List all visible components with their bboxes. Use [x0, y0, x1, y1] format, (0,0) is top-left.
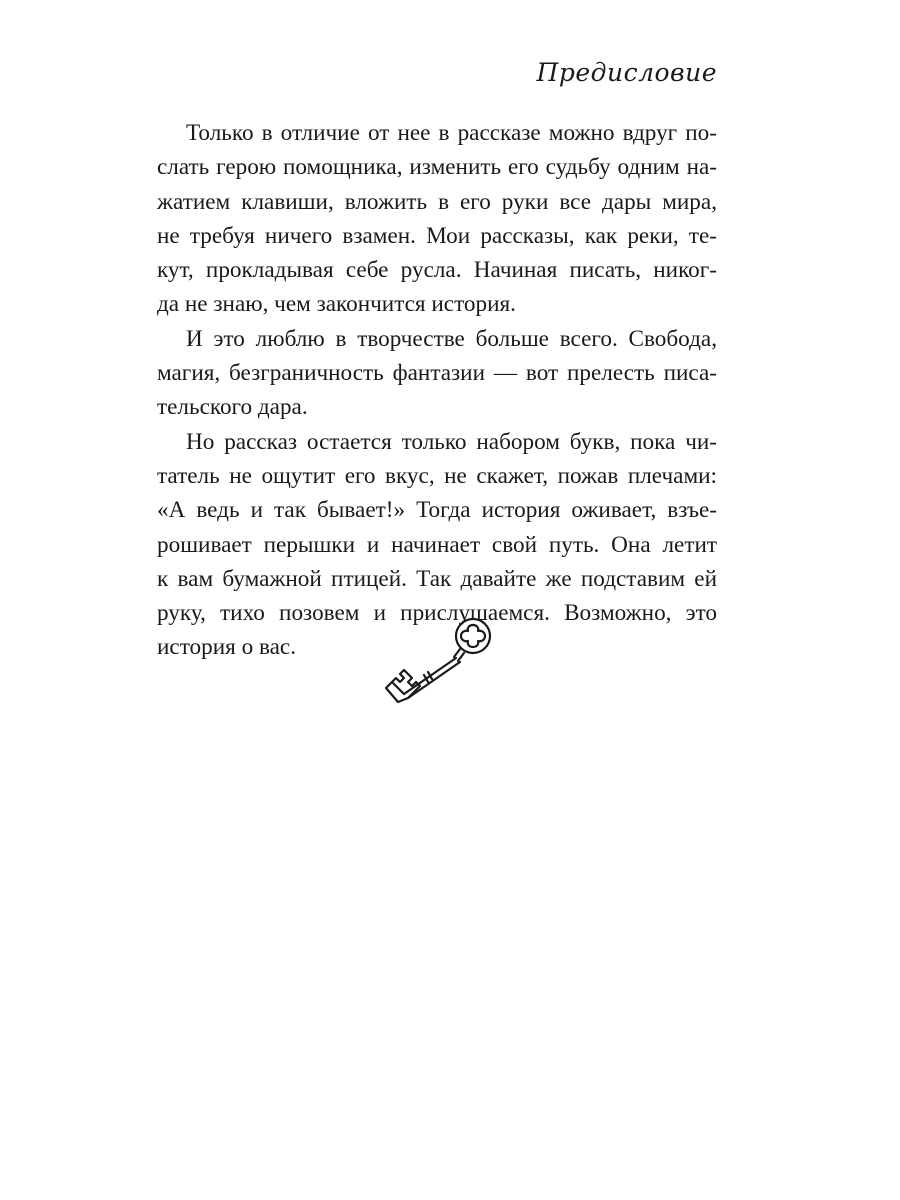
text-line: тельского дара.	[157, 394, 308, 421]
text-line: рошивает перышки и начинает свой путь. Она летит	[157, 531, 717, 558]
text-line: жатием клавиши, вложить в его руки все дары мира,	[157, 188, 717, 215]
text-line: руку, тихо позовем и прислушаемся. Возможно, это	[157, 600, 717, 627]
text-line: «А ведь и так бывает!» Тогда история оживает, взъе-	[157, 497, 717, 524]
text-line: слать герою помощника, изменить его судьбу одним на-	[157, 154, 717, 181]
text-line: не требуя ничего взамен. Мои рассказы, как реки, те-	[157, 222, 717, 249]
body-text	[157, 116, 717, 665]
text-line: И это люблю в творчестве больше всего. Свобода,	[186, 325, 717, 352]
text-line: Но рассказ остается только набором букв, пока чи-	[186, 428, 717, 455]
text-line: история о вас.	[157, 634, 297, 661]
text-line: магия, безграничность фантазии — вот прелесть писа-	[157, 360, 717, 387]
text-line: да не знаю, чем закончится история.	[157, 291, 516, 318]
text-line: к вам бумажной птицей. Так давайте же подставим ей	[157, 565, 717, 592]
key-icon	[380, 612, 500, 712]
running-head: Предисловие	[536, 58, 717, 87]
text-line: Только в отличие от нее в рассказе можно вдруг по-	[186, 120, 717, 146]
text-line: татель не ощутит его вкус, не скажет, пожав плечами:	[157, 462, 717, 489]
text-line: кут, прокладывая себе русла. Начиная писать, никог-	[157, 257, 717, 284]
